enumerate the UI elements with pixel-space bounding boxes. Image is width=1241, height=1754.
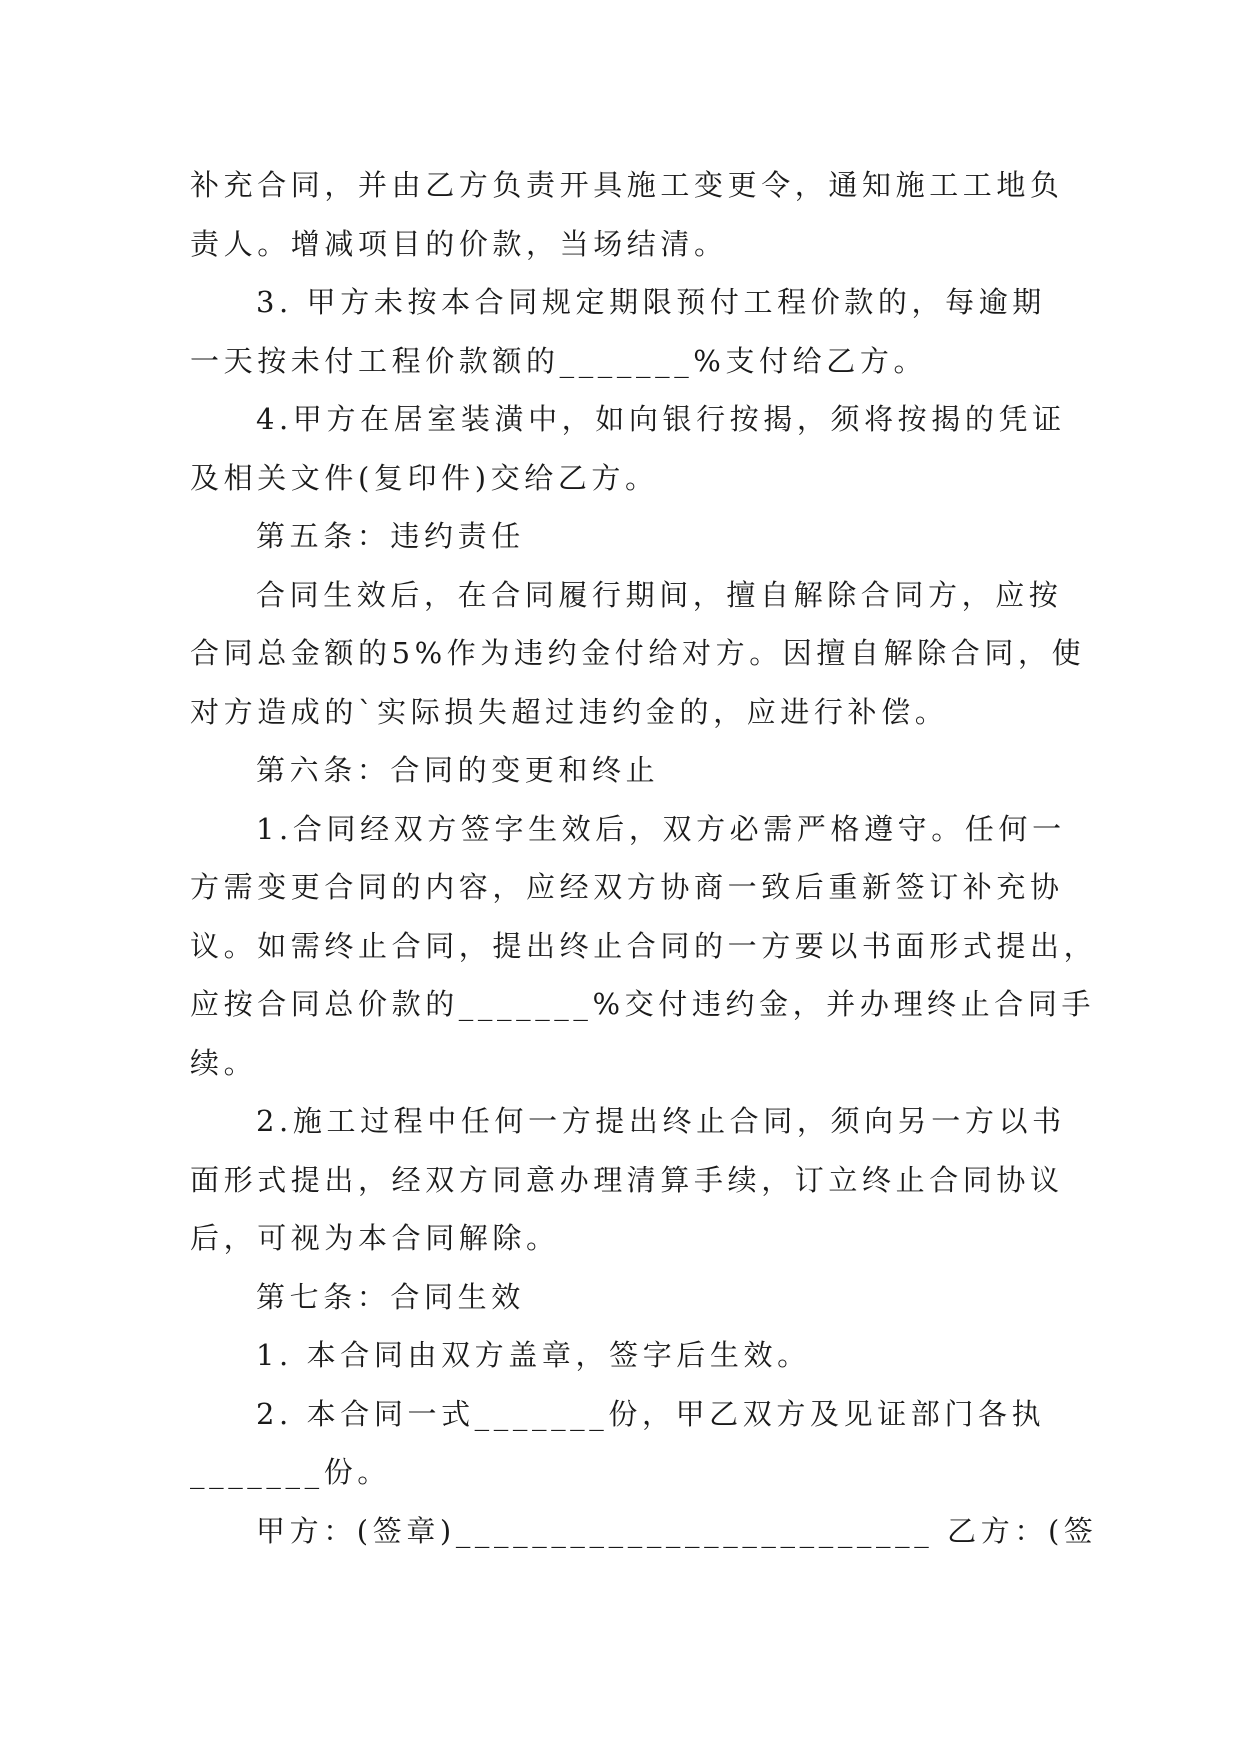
text-line: _______份。 <box>190 1455 391 1489</box>
text-line: 责人。增减项目的价款，当场结清。 <box>190 226 728 261</box>
text-line: 合同总金额的5%作为违约金付给对方。因擅自解除合同，使 <box>190 636 1086 670</box>
text-line: 方需变更合同的内容，应经双方协商一致后重新签订补充协 <box>190 870 1064 904</box>
text-line: 3. 甲方未按本合同规定期限预付工程价款的，每逾期 <box>256 285 1046 319</box>
signature-line: 甲方：(签章)_________________________ 乙方：(签 <box>256 1513 1098 1548</box>
text-line: 1. 本合同由双方盖章，签字后生效。 <box>256 1338 811 1372</box>
text-line: 对方造成的`实际损失超过违约金的，应进行补偿。 <box>190 694 949 729</box>
text-line: 及相关文件(复印件)交给乙方。 <box>190 460 659 495</box>
text-line: 4.甲方在居室装潢中，如向银行按揭，须将按揭的凭证 <box>256 402 1066 436</box>
section-heading-5: 第五条：违约责任 <box>256 519 525 553</box>
text-line: 议。如需终止合同，提出终止合同的一方要以书面形式提出， <box>190 928 1098 963</box>
text-line: 一天按未付工程价款额的_______%支付给乙方。 <box>190 343 928 378</box>
text-line: 1.合同经双方签字生效后，双方必需严格遵守。任何一 <box>256 811 1066 846</box>
document-page <box>190 156 1098 1560</box>
text-line: 续。 <box>190 1045 258 1080</box>
text-line: 合同生效后，在合同履行期间，擅自解除合同方，应按 <box>256 577 1063 612</box>
text-line: 补充合同，并由乙方负责开具施工变更令，通知施工工地负 <box>190 168 1064 202</box>
text-line: 后，可视为本合同解除。 <box>190 1221 560 1255</box>
text-line: 2.施工过程中任何一方提出终止合同，须向另一方以书 <box>256 1104 1066 1138</box>
text-line: 应按合同总价款的_______%交付违约金，并办理终止合同手 <box>190 987 1096 1021</box>
section-heading-6: 第六条：合同的变更和终止 <box>256 753 660 787</box>
text-line: 面形式提出，经双方同意办理清算手续，订立终止合同协议 <box>190 1162 1064 1197</box>
text-line: 2. 本合同一式_______份，甲乙双方及见证部门各执 <box>256 1396 1046 1431</box>
section-heading-7: 第七条：合同生效 <box>256 1279 525 1314</box>
